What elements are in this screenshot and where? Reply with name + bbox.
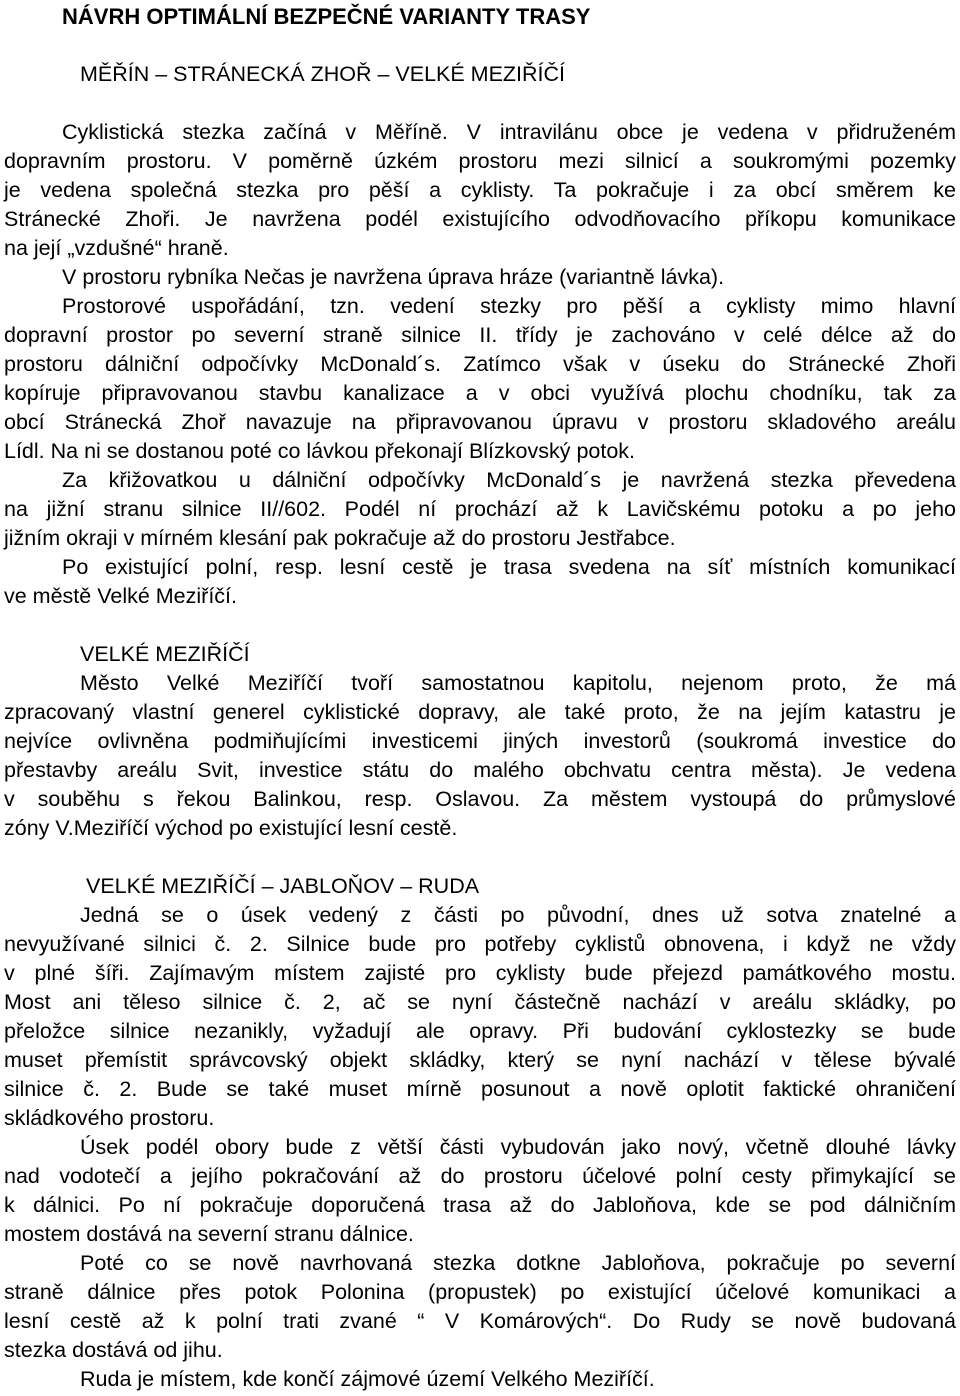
paragraph-line: dopravní prostor po severní straně silnice II. třídy je zachováno v celé délce až do: [4, 323, 956, 347]
paragraph-line: muset přemístit správcovský objekt skládky, který se nyní nachází v tělese bývalé: [4, 1048, 956, 1072]
document-heading: NÁVRH OPTIMÁLNÍ BEZPEČNÉ VARIANTY TRASY: [62, 4, 591, 29]
section-title: VELKÉ MEZIŘÍČÍ: [80, 642, 250, 666]
paragraph-line: na její „vzdušné“ hraně.: [4, 236, 229, 260]
paragraph-line: Jedná se o úsek vedený z části po původní, dnes už sotva znatelné a: [80, 903, 956, 927]
paragraph-line: obcí Stránecká Zhoř navazuje na připravovanou úpravu v prostoru skladového areálu: [4, 410, 956, 434]
paragraph-line: Za křižovatkou u dálniční odpočívky McDonald´s je navržená stezka převedena: [62, 468, 956, 492]
paragraph-line: prostoru dálniční odpočívky McDonald´s. Zatímco však v úseku do Stránecké Zhoři: [4, 352, 956, 376]
paragraph-line: nad vodotečí a jejího pokračování až do prostoru účelové polní cesty přimykající se: [4, 1164, 956, 1188]
paragraph-line: přestavby areálu Svit, investice státu do malého obchvatu centra města). Je vedena: [4, 758, 956, 782]
paragraph-line: nevyužívané silnici č. 2. Silnice bude pro potřeby cyklistů obnovena, i když ne vždy: [4, 932, 956, 956]
paragraph-line: lesní cestě až k polní trati zvané “ V Komárových“. Do Rudy se nově budovaná: [4, 1309, 956, 1333]
paragraph-line: jižním okraji v mírném klesání pak pokračuje až do prostoru Jestřabce.: [4, 526, 676, 550]
paragraph-line: dopravním prostoru. V poměrně úzkém prostoru mezi silnicí a soukromými pozemky: [4, 149, 956, 173]
paragraph-line: Stránecké Zhoři. Je navržena podél existujícího odvodňovacího příkopu komunikace: [4, 207, 956, 231]
paragraph-line: ve městě Velké Meziříčí.: [4, 584, 237, 608]
paragraph-line: Most ani těleso silnice č. 2, ač se nyní částečně nachází v areálu skládky, po: [4, 990, 956, 1014]
paragraph-line: Město Velké Meziříčí tvoří samostatnou kapitolu, nejenom proto, že má: [80, 671, 956, 695]
paragraph-line: Lídl. Na ni se dostanou poté co lávkou překonají Blízkovský potok.: [4, 439, 636, 463]
section-title: VELKÉ MEZIŘÍČÍ – JABLOŇOV – RUDA: [86, 874, 480, 898]
paragraph-line: v souběhu s řekou Balinkou, resp. Oslavou. Za městem vystoupá do průmyslové: [4, 787, 956, 811]
paragraph-line: Poté co se nově navrhovaná stezka dotkne Jabloňova, pokračuje po severní: [80, 1251, 956, 1275]
paragraph-line: skládkového prostoru.: [4, 1106, 215, 1130]
paragraph-line: zpracovaný vlastní generel cyklistické dopravy, ale také proto, že na jejím katastru je: [4, 700, 956, 724]
paragraph-line: v plné šíři. Zajímavým místem zajisté pro cyklisty bude přejezd památkového mostu.: [4, 961, 956, 985]
paragraph-line: Prostorové uspořádání, tzn. vedení stezky pro pěší a cyklisty mimo hlavní: [62, 294, 956, 318]
paragraph-line: straně dálnice přes potok Polonina (propustek) po existující účelové komunikaci a: [4, 1280, 956, 1304]
paragraph-line: nejvíce ovlivněna podmiňujícími investicemi jiných investorů (soukromá investice do: [4, 729, 956, 753]
section-title: MĚŘÍN – STRÁNECKÁ ZHOŘ – VELKÉ MEZIŘÍČÍ: [80, 62, 566, 86]
paragraph-line: Po existující polní, resp. lesní cestě je trasa svedena na síť místních komunikací: [62, 555, 956, 579]
paragraph-line: Úsek podél obory bude z větší části vybudován jako nový, včetně dlouhé lávky: [80, 1135, 956, 1159]
paragraph-line: k dálnici. Po ní pokračuje doporučená trasa až do Jabloňova, kde se pod dálničním: [4, 1193, 956, 1217]
paragraph-line: přeložce silnice nezanikly, vyžadují ale opravy. Při budování cyklostezky se bude: [4, 1019, 956, 1043]
paragraph-line: zóny V.Meziříčí východ po existující lesní cestě.: [4, 816, 458, 840]
paragraph-line: silnice č. 2. Bude se také muset mírně posunout a nově oplotit faktické ohraničení: [4, 1077, 956, 1101]
paragraph-line: Ruda je místem, kde končí zájmové území Velkého Meziříčí.: [80, 1367, 655, 1391]
paragraph-line: Cyklistická stezka začíná v Měříně. V intravilánu obce je vedena v přidruženém: [62, 120, 956, 144]
paragraph-line: V prostoru rybníka Nečas je navržena úprava hráze (variantně lávka).: [62, 265, 725, 289]
paragraph-line: stezka dostává od jihu.: [4, 1338, 223, 1362]
paragraph-line: mostem dostává na severní stranu dálnice.: [4, 1222, 414, 1246]
paragraph-line: kopíruje připravovanou stavbu kanalizace a v obci využívá plochu chodníku, tak za: [4, 381, 956, 405]
paragraph-line: je vedena společná stezka pro pěší a cyklisty. Ta pokračuje i za obcí směrem ke: [4, 178, 956, 202]
paragraph-line: na jižní stranu silnice II//602. Podél ní prochází až k Lavičskému potoku a po jeho: [4, 497, 956, 521]
